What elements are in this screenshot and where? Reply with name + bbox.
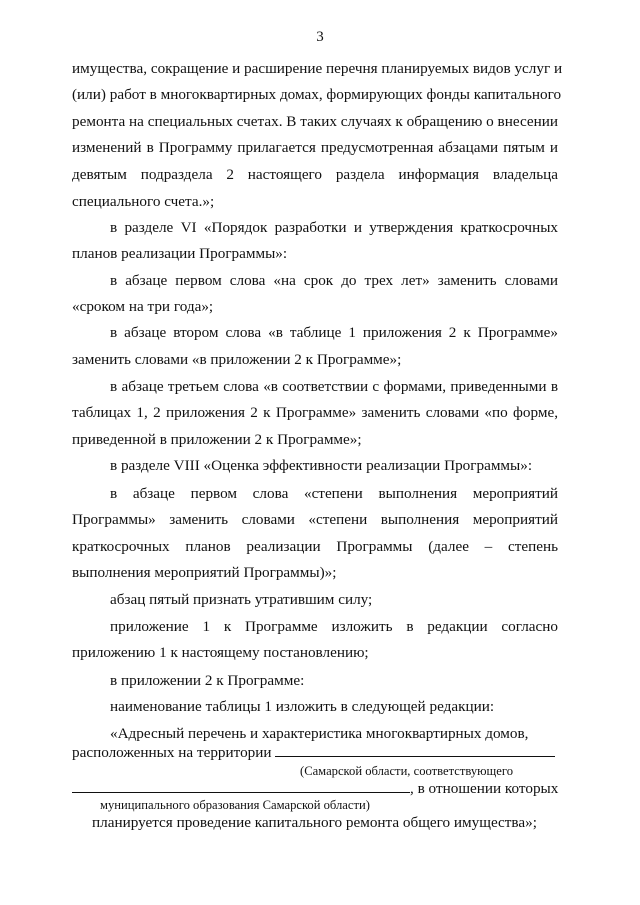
blank-line [72, 778, 410, 793]
text-line: приложению 1 к настоящему постановлению; [72, 644, 369, 661]
page-number: 3 [316, 29, 324, 45]
table-title-subscript-1: (Самарской области, соответствующего [300, 764, 513, 778]
text-line: изменений в Программу прилагается предусмотренная абзацами пятым и [72, 139, 558, 156]
text-line: приложение 1 к Программе изложить в редакции согласно [110, 618, 558, 635]
text-line: заменить словами «в приложении 2 к Программе»; [72, 351, 402, 368]
text-line: в абзаце третьем слова «в соответствии с формами, приведенными в [110, 378, 558, 395]
blank-line [275, 742, 555, 757]
text-line: в абзаце втором слова «в таблице 1 приложения 2 к Программе» [110, 324, 558, 341]
table-title-line-4: планируется проведение капитального ремонта общего имущества»; [92, 814, 537, 831]
table-title-subscript-2: муниципального образования Самарской области) [100, 798, 370, 812]
text-line: приведенной в приложении 2 к Программе»; [72, 431, 362, 448]
text-line: имущества, сокращение и расширение перечня планируемых видов услуг и [72, 60, 563, 77]
text-line: выполнения мероприятий Программы)»; [72, 564, 337, 581]
text-line: в приложении 2 к Программе: [110, 672, 305, 689]
text-line: в абзаце первом слова «степени выполнения мероприятий [110, 485, 558, 502]
text-line: «сроком на три года»; [72, 298, 214, 315]
text-line: наименование таблицы 1 изложить в следующей редакции: [110, 698, 495, 715]
table-title-text: расположенных на территории [72, 744, 272, 761]
text-line: (или) работ в многоквартирных домах, формирующих фонды капитального [72, 86, 562, 103]
table-title-line-1: «Адресный перечень и характеристика многоквартирных домов, [110, 725, 529, 742]
table-title-line-3 [72, 778, 562, 798]
text-line: краткосрочных планов реализации Программы (далее – степень [72, 538, 558, 555]
text-line: девятым подраздела 2 настоящего раздела информация владельца [72, 166, 558, 183]
table-title-line-2 [72, 742, 562, 762]
text-line: специального счета.»; [72, 193, 215, 210]
text-line: Программы» заменить словами «степени выполнения мероприятий [72, 511, 558, 528]
text-line: абзац пятый признать утратившим силу; [110, 591, 373, 608]
table-title-text: , в отношении которых [410, 780, 559, 797]
text-line: планов реализации Программы»: [72, 245, 288, 262]
text-line: в разделе VI «Порядок разработки и утверждения краткосрочных [110, 219, 558, 236]
text-line: таблицах 1, 2 приложения 2 к Программе» заменить словами «по форме, [72, 404, 558, 421]
text-line: ремонта на специальных счетах. В таких случаях к обращению о внесении [72, 113, 558, 130]
text-line: в абзаце первом слова «на срок до трех лет» заменить словами [110, 272, 558, 289]
text-line: в разделе VIII «Оценка эффективности реализации Программы»: [110, 457, 533, 474]
